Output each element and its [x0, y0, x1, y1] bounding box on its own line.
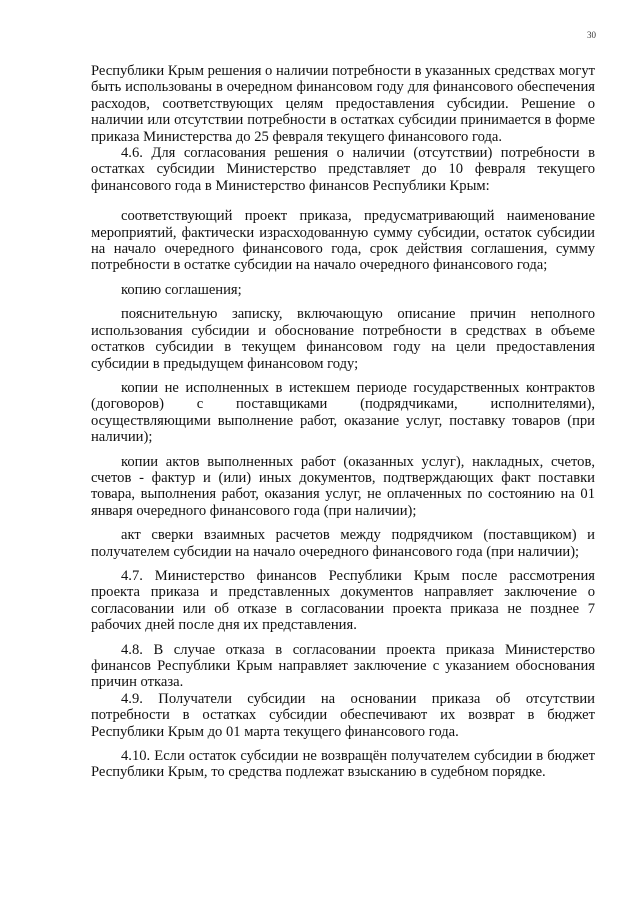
list-item-explanatory-note: пояснительную записку, включающую описание причин неполного использования субсидии и обоснование потребности в средствах в объеме остатков субсидии в текущем финансовом году на цели предоставления субсидии в предыдущем финансовом году;	[91, 306, 595, 372]
paragraph-continuation: Республики Крым решения о наличии потребности в указанных средствах могут быть использованы в очередном финансовом году для финансового обеспечения расходов, соответствующих целям предоставления субсидии. Решение о наличии или отсутствии потребности в остатках субсидии принимается в форме приказа Министерства до 25 февраля текущего финансового года.	[91, 63, 596, 145]
paragraph-4-9: 4.9. Получатели субсидии на основании приказа об отсутствии потребности в остатках субсидии обеспечивают их возврат в бюджет Республики Крым до 01 марта текущего финансового года.	[91, 690, 595, 740]
paragraph-4-8: 4.8. В случае отказа в согласовании проекта приказа Министерство финансов Республики Крым направляет заключение с указанием обоснования причин отказа.	[91, 641, 595, 691]
paragraph-4-7: 4.7. Министерство финансов Республики Крым после рассмотрения проекта приказа и представленных документов направляет заключение о согласовании или об отказе в согласовании проекта приказа не позднее 7 рабочих дней после дня их представления.	[91, 567, 595, 634]
list-item-contract-copies: копии не исполненных в истекшем периоде государственных контрактов (договоров) с поставщиками (подрядчиками, исполнителями), осуществляющими выполнение работ, оказание услуг, поставку товаров (при наличии);	[91, 379, 595, 446]
list-item-agreement-copy: копию соглашения;	[121, 281, 242, 298]
paragraph-4-10: 4.10. Если остаток субсидии не возвращён получателем субсидии в бюджет Республики Крым, то средства подлежат взысканию в судебном порядке.	[91, 748, 595, 781]
list-item-draft-order: соответствующий проект приказа, предусматривающий наименование мероприятий, фактически израсходованную сумму субсидии, остаток субсидии на начало очередного финансового года, срок действия соглашения, сумму потребности в остатке субсидии на начало очередного финансового года;	[91, 208, 595, 274]
document-body	[91, 63, 595, 781]
list-item-reconciliation-act: акт сверки взаимных расчетов между подрядчиком (поставщиком) и получателем субсидии на начало очередного финансового года (при наличии);	[91, 527, 595, 560]
list-item-acts-copies: копии актов выполненных работ (оказанных услуг), накладных, счетов, счетов - фактур и (или) иных документов, подтверждающих факт поставки товара, выполнения работ, оказания услуг, не оплаченных по состоянию на 01 января очередного финансового года (при наличии);	[91, 453, 595, 519]
paragraph-4-6: 4.6. Для согласования решения о наличии (отсутствии) потребности в остатках субсидии Министерство представляет до 10 февраля текущего финансового года в Министерство финансов Республики Крым:	[91, 145, 595, 194]
page-number: 30	[587, 30, 596, 40]
